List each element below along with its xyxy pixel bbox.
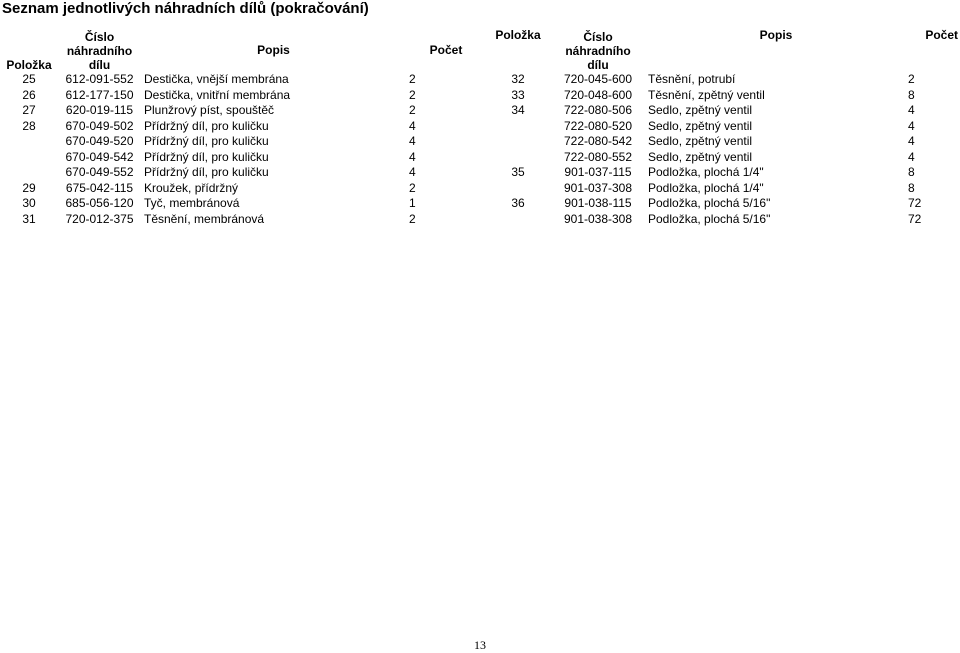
header-pocet-left: Počet	[429, 43, 463, 57]
cell-cislo-left: 612-091-552	[65, 72, 134, 86]
cell-popis-left: Přídržný díl, pro kuličku	[144, 134, 269, 148]
header-polozka-left: Položka	[6, 58, 52, 72]
cell-popis-right: Sedlo, zpětný ventil	[648, 118, 753, 133]
cell-pocet-left: 2	[409, 72, 416, 86]
cell-pocet-left: 2	[409, 87, 416, 102]
cell-pocet-left: 4	[409, 118, 416, 133]
cell-polozka-right	[486, 119, 550, 135]
table-header-row	[0, 28, 960, 72]
table-row	[0, 196, 960, 212]
cell-polozka-right: 32	[511, 72, 525, 86]
cell-pocet-left: 2	[409, 211, 416, 226]
table-row	[0, 134, 960, 150]
cell-popis-left: Přídržný díl, pro kuličku	[144, 165, 269, 179]
cell-polozka-right: 35	[511, 165, 525, 179]
cell-pocet-left: 4	[409, 134, 416, 148]
cell-cislo-left: 612-177-150	[65, 87, 134, 102]
cell-cislo-right: 722-080-506	[563, 103, 633, 117]
cell-popis-right: Sedlo, zpětný ventil	[648, 134, 753, 148]
cell-pocet-left: 4	[409, 149, 416, 164]
header-polozka-right: Položka	[495, 28, 541, 42]
page-number: 13	[474, 638, 486, 652]
cell-popis-left: Těsnění, membránová	[144, 211, 265, 226]
cell-pocet-left: 2	[409, 103, 416, 117]
table-row	[0, 88, 960, 104]
cell-pocet-left: 4	[409, 165, 416, 179]
cell-popis-left: Destička, vnitřní membrána	[144, 87, 291, 102]
cell-cislo-left: 670-049-542	[65, 149, 134, 164]
cell-pocet-right: 4	[908, 149, 915, 164]
cell-polozka-right: 34	[511, 103, 525, 117]
header-popis-right: Popis	[759, 28, 793, 42]
cell-cislo-left: 670-049-502	[65, 118, 134, 133]
cell-polozka-right	[486, 212, 550, 228]
cell-cislo-right: 901-038-308	[563, 211, 633, 226]
cell-pocet-left: 1	[409, 196, 416, 210]
cell-polozka-right	[486, 134, 550, 150]
cell-cislo-right: 722-080-520	[563, 118, 633, 133]
cell-popis-right: Podložka, plochá 5/16"	[648, 211, 771, 226]
cell-cislo-right: 720-045-600	[563, 72, 633, 86]
cell-cislo-left: 720-012-375	[65, 211, 134, 226]
header-popis-left: Popis	[257, 43, 290, 57]
header-cislo-left: Číslo náhradního dílu	[66, 30, 133, 72]
page-title: Seznam jednotlivých náhradních dílů (pokračování)	[2, 0, 369, 17]
table-row	[0, 119, 960, 135]
cell-cislo-right: 722-080-542	[563, 134, 633, 148]
cell-cislo-right: 901-038-115	[564, 196, 632, 210]
cell-popis-right: Podložka, plochá 1/4"	[648, 165, 764, 179]
cell-cislo-right: 720-048-600	[563, 87, 633, 102]
cell-pocet-left: 2	[409, 180, 416, 195]
cell-polozka-right: 36	[511, 196, 525, 210]
cell-cislo-right: 901-037-308	[563, 180, 633, 195]
table-row	[0, 165, 960, 181]
cell-polozka-right	[486, 150, 550, 166]
cell-polozka-left: 25	[22, 72, 36, 86]
cell-polozka-left: 29	[22, 180, 36, 195]
cell-cislo-left: 670-049-552	[65, 165, 134, 179]
cell-popis-right: Těsnění, potrubí	[648, 72, 736, 86]
table-row	[0, 181, 960, 197]
cell-polozka-left	[0, 150, 58, 166]
cell-pocet-right: 72	[908, 211, 922, 226]
cell-popis-left: Přídržný díl, pro kuličku	[144, 118, 269, 133]
cell-pocet-right: 8	[908, 87, 915, 102]
table-row	[0, 150, 960, 166]
cell-popis-right: Sedlo, zpětný ventil	[648, 103, 753, 117]
cell-popis-left: Destička, vnější membrána	[144, 72, 289, 86]
parts-table	[0, 28, 960, 227]
cell-polozka-left: 31	[22, 211, 36, 226]
cell-popis-left: Plunžrový píst, spouštěč	[144, 103, 275, 117]
table-row	[0, 212, 960, 228]
cell-polozka-left	[0, 134, 58, 150]
cell-pocet-right: 4	[908, 134, 915, 148]
cell-pocet-right: 4	[908, 118, 915, 133]
header-cislo-right: Číslo náhradního dílu	[565, 30, 631, 72]
cell-cislo-left: 620-019-115	[65, 103, 134, 117]
cell-popis-right: Těsnění, zpětný ventil	[648, 87, 765, 102]
cell-popis-right: Podložka, plochá 1/4"	[648, 180, 764, 195]
cell-cislo-left: 670-049-520	[65, 134, 134, 148]
cell-cislo-right: 901-037-115	[564, 165, 632, 179]
cell-cislo-left: 675-042-115	[65, 180, 134, 195]
table-row	[0, 72, 960, 88]
cell-popis-right: Podložka, plochá 5/16"	[648, 196, 771, 210]
header-pocet-right: Počet	[925, 28, 958, 42]
table-row	[0, 103, 960, 119]
cell-polozka-left	[0, 165, 58, 181]
cell-popis-left: Tyč, membránová	[144, 196, 240, 210]
cell-pocet-right: 4	[908, 103, 915, 117]
cell-polozka-left: 28	[22, 118, 36, 133]
cell-polozka-left: 26	[22, 87, 36, 102]
cell-polozka-right: 33	[511, 87, 525, 102]
cell-polozka-right	[486, 181, 550, 197]
cell-pocet-right: 8	[908, 180, 915, 195]
cell-popis-left: Přídržný díl, pro kuličku	[144, 149, 269, 164]
cell-pocet-right: 72	[908, 196, 922, 210]
cell-cislo-right: 722-080-552	[563, 149, 633, 164]
cell-polozka-left: 30	[22, 196, 36, 210]
cell-cislo-left: 685-056-120	[65, 196, 134, 210]
cell-polozka-left: 27	[22, 103, 36, 117]
cell-pocet-right: 2	[908, 72, 915, 86]
cell-popis-right: Sedlo, zpětný ventil	[648, 149, 753, 164]
cell-pocet-right: 8	[908, 165, 915, 179]
cell-popis-left: Kroužek, přídržný	[144, 180, 239, 195]
